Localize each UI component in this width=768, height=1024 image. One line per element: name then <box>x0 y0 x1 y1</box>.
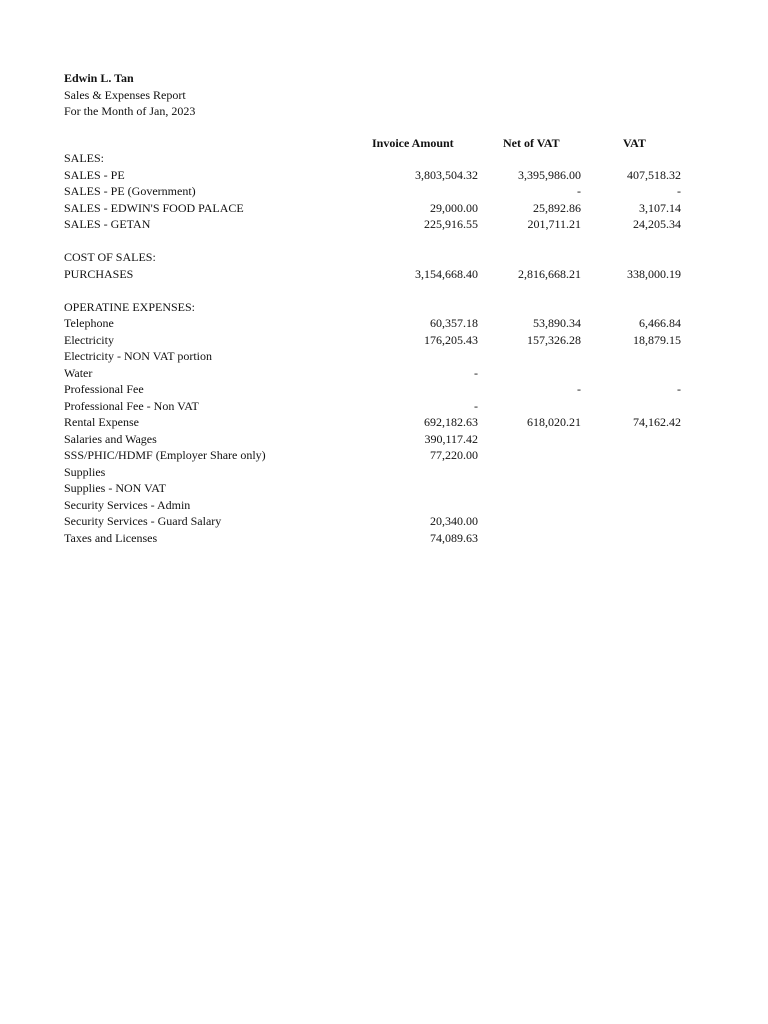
table-row <box>0 530 768 547</box>
row-label: Electricity <box>64 332 114 347</box>
table-row <box>0 266 768 283</box>
row-label: Water <box>64 365 93 380</box>
table-row <box>0 332 768 349</box>
row-label: COST OF SALES: <box>64 250 156 264</box>
net-of-vat-cell: 2,816,668.21 <box>518 266 581 281</box>
vat-cell: 24,205.34 <box>633 217 681 231</box>
invoice-amount-cell: 77,220.00 <box>430 448 478 462</box>
vat-cell: 74,162.42 <box>633 415 681 429</box>
report-owner-name: Edwin L. Tan <box>64 71 134 85</box>
column-header-invoice-amount: Invoice Amount <box>372 136 454 150</box>
invoice-amount-cell: 176,205.43 <box>424 332 478 347</box>
invoice-amount-cell: 20,340.00 <box>430 514 478 528</box>
table-row <box>0 414 768 431</box>
table-row <box>0 216 768 233</box>
table-row <box>0 348 768 365</box>
net-of-vat-cell: 53,890.34 <box>533 316 581 330</box>
vat-cell: 18,879.15 <box>633 332 681 347</box>
net-of-vat-cell: 157,326.28 <box>527 332 581 347</box>
net-of-vat-cell: 618,020.21 <box>527 415 581 429</box>
table-row <box>0 497 768 514</box>
table-row <box>0 381 768 398</box>
row-label: Electricity - NON VAT portion <box>64 349 212 363</box>
row-label: Rental Expense <box>64 415 139 429</box>
row-label: Supplies <box>64 464 106 479</box>
invoice-amount-cell: 74,089.63 <box>430 530 478 545</box>
row-label: SALES - PE <box>64 167 125 182</box>
table-row <box>0 249 768 266</box>
net-of-vat-cell: 3,395,986.00 <box>518 167 581 182</box>
table-row <box>0 447 768 464</box>
report-header <box>64 70 195 120</box>
column-header-vat: VAT <box>623 136 646 150</box>
row-label: OPERATINE EXPENSES: <box>64 299 196 314</box>
row-label: Salaries and Wages <box>64 431 157 446</box>
net-of-vat-cell: 25,892.86 <box>533 200 581 215</box>
invoice-amount-cell: - <box>474 398 478 413</box>
row-label: SALES: <box>64 151 105 165</box>
table-row <box>0 365 768 382</box>
invoice-amount-cell: 692,182.63 <box>424 415 478 429</box>
table-row <box>0 150 768 167</box>
vat-cell: - <box>677 382 681 396</box>
report-period: For the Month of Jan, 2023 <box>64 104 196 118</box>
table-row <box>0 315 768 332</box>
column-header-net-of-vat: Net of VAT <box>503 136 560 150</box>
table-row <box>0 431 768 448</box>
invoice-amount-cell: - <box>474 365 478 380</box>
table-row <box>0 167 768 184</box>
row-label: SSS/PHIC/HDMF (Employer Share only) <box>64 448 266 462</box>
report-table <box>0 150 768 546</box>
row-label: Security Services - Guard Salary <box>64 514 222 528</box>
vat-cell: - <box>677 184 681 198</box>
vat-cell: 338,000.19 <box>627 266 681 281</box>
row-label: Professional Fee - Non VAT <box>64 398 199 413</box>
row-label: SALES - GETAN <box>64 217 151 231</box>
table-row <box>0 282 768 299</box>
invoice-amount-cell: 60,357.18 <box>430 316 478 330</box>
table-row <box>0 464 768 481</box>
table-row <box>0 183 768 200</box>
row-label: SALES - EDWIN'S FOOD PALACE <box>64 200 244 215</box>
net-of-vat-cell: - <box>577 382 581 396</box>
report-title: Sales & Expenses Report <box>64 87 186 102</box>
table-row <box>0 398 768 415</box>
table-row <box>0 513 768 530</box>
net-of-vat-cell: - <box>577 184 581 198</box>
row-label: Telephone <box>64 316 114 330</box>
net-of-vat-cell: 201,711.21 <box>527 217 581 231</box>
invoice-amount-cell: 390,117.42 <box>424 431 478 446</box>
table-row <box>0 299 768 316</box>
invoice-amount-cell: 225,916.55 <box>424 217 478 231</box>
row-label: Supplies - NON VAT <box>64 481 166 495</box>
row-label: Taxes and Licenses <box>64 530 158 545</box>
vat-cell: 3,107.14 <box>639 200 681 215</box>
row-label: PURCHASES <box>64 266 134 281</box>
row-label: SALES - PE (Government) <box>64 184 196 198</box>
table-row <box>0 480 768 497</box>
invoice-amount-cell: 3,803,504.32 <box>415 167 478 182</box>
row-label: Security Services - Admin <box>64 497 191 512</box>
invoice-amount-cell: 29,000.00 <box>430 200 478 215</box>
table-row <box>0 233 768 250</box>
table-row <box>0 200 768 217</box>
vat-cell: 6,466.84 <box>639 316 681 330</box>
invoice-amount-cell: 3,154,668.40 <box>415 266 478 281</box>
vat-cell: 407,518.32 <box>627 167 681 182</box>
row-label: Professional Fee <box>64 382 144 396</box>
